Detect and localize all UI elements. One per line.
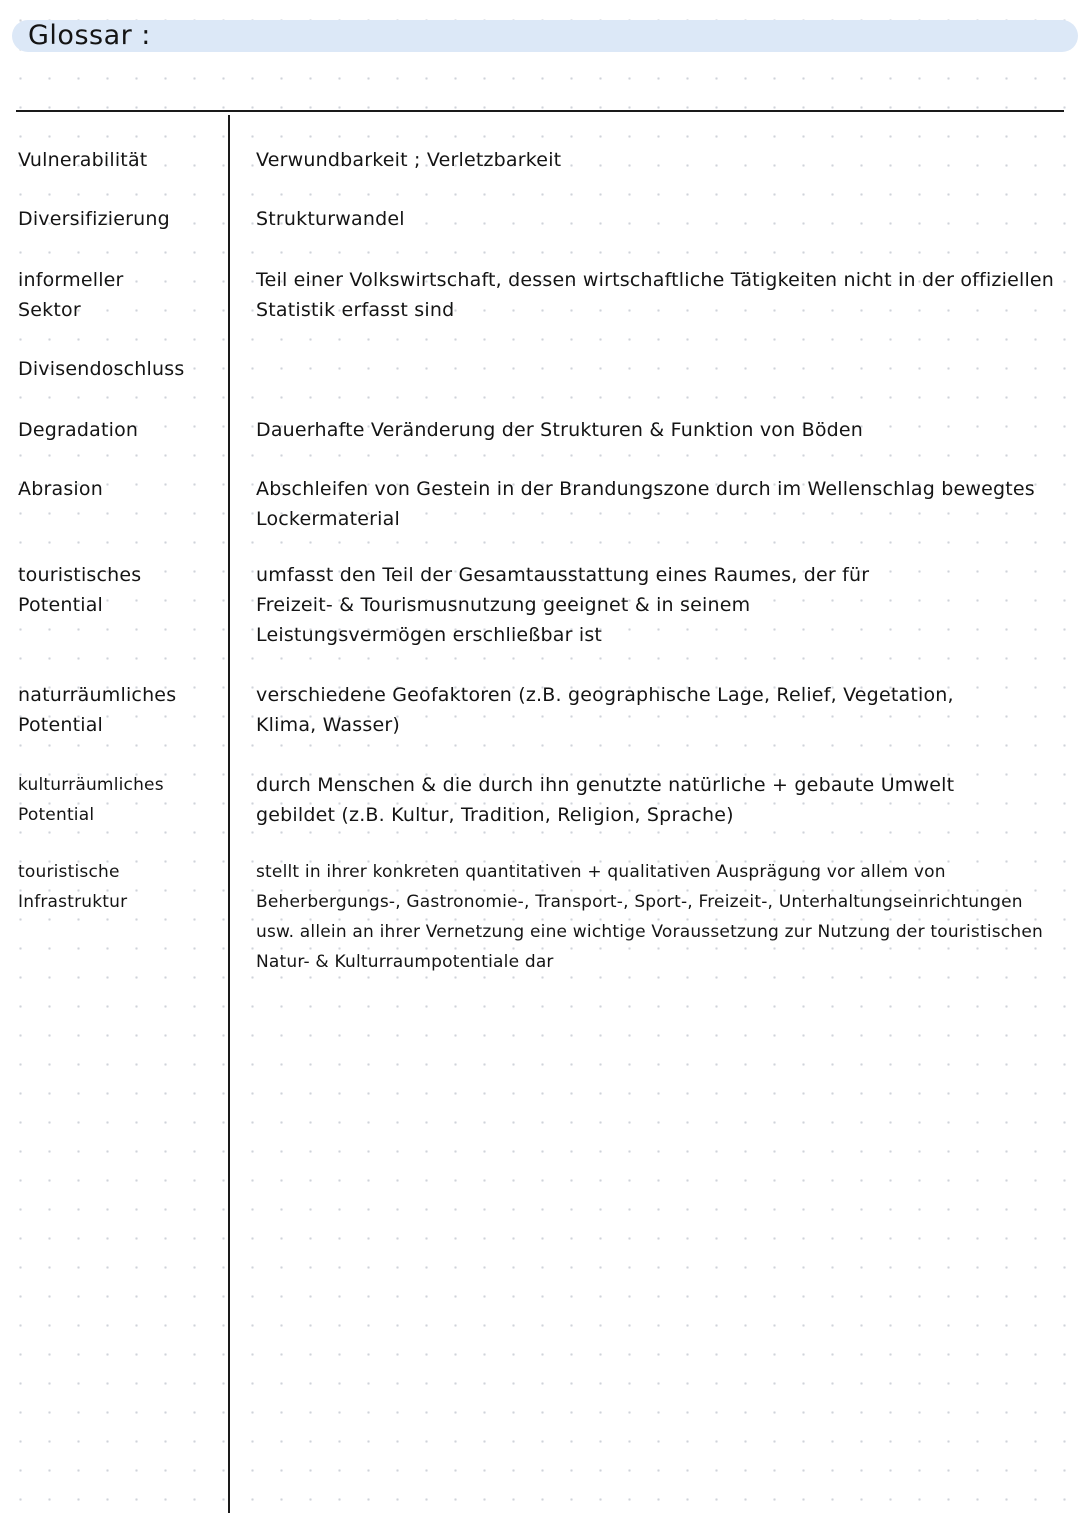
glossary-term: Degradation bbox=[18, 419, 139, 441]
glossary-definition: Strukturwandel bbox=[256, 208, 405, 230]
title-banner bbox=[12, 20, 1078, 52]
column-divider bbox=[228, 115, 230, 1513]
glossary-term: naturräumliches Potential bbox=[18, 684, 177, 736]
glossary-term: Abrasion bbox=[18, 478, 103, 500]
glossary-term: Vulnerabilität bbox=[18, 149, 148, 171]
glossary-term: touristisches Potential bbox=[18, 564, 142, 616]
glossary-definition: Verwundbarkeit ; Verletzbarkeit bbox=[256, 149, 562, 171]
header-divider bbox=[16, 110, 1064, 112]
page-title: Glossar : bbox=[28, 20, 151, 51]
glossary-term: Divisendoschluss bbox=[18, 358, 185, 380]
glossary-term: informeller Sektor bbox=[18, 269, 124, 321]
glossary-definition: stellt in ihrer konkreten quantitativen + qualitativen Ausprägung vor allem von Beherbergungs-, Gastronomie-, Transport-, Sport-, Freizeit-, Unterhaltungseinrichtungen usw. allein an ihrer Vernetzung eine wichtige Voraussetzung zur Nutzung der touristischen Natur- & Kulturraumpotentiale dar bbox=[256, 862, 1043, 972]
glossary-definition: durch Menschen & die durch ihn genutzte natürliche + gebaute Umwelt gebildet (z.B. Kultur, Tradition, Religion, Sprache) bbox=[256, 774, 955, 826]
glossary-definition: Teil einer Volkswirtschaft, dessen wirtschaftliche Tätigkeiten nicht in der offiziellen Statistik erfasst sind bbox=[256, 269, 1055, 321]
glossary-term: touristische Infrastruktur bbox=[18, 862, 128, 912]
glossary-definition: Dauerhafte Veränderung der Strukturen & Funktion von Böden bbox=[256, 419, 864, 441]
glossary-definition: Abschleifen von Gestein in der Brandungszone durch im Wellenschlag bewegtes Lockermaterial bbox=[256, 478, 1035, 530]
glossary-definition: verschiedene Geofaktoren (z.B. geographische Lage, Relief, Vegetation, Klima, Wasser) bbox=[256, 684, 954, 736]
glossary-term: Diversifizierung bbox=[18, 208, 170, 230]
glossary-definition: umfasst den Teil der Gesamtausstattung eines Raumes, der für Freizeit- & Tourismusnutzung geeignet & in seinem Leistungsvermögen erschließbar ist bbox=[256, 564, 870, 646]
glossary-term: kulturräumliches Potential bbox=[18, 775, 164, 825]
